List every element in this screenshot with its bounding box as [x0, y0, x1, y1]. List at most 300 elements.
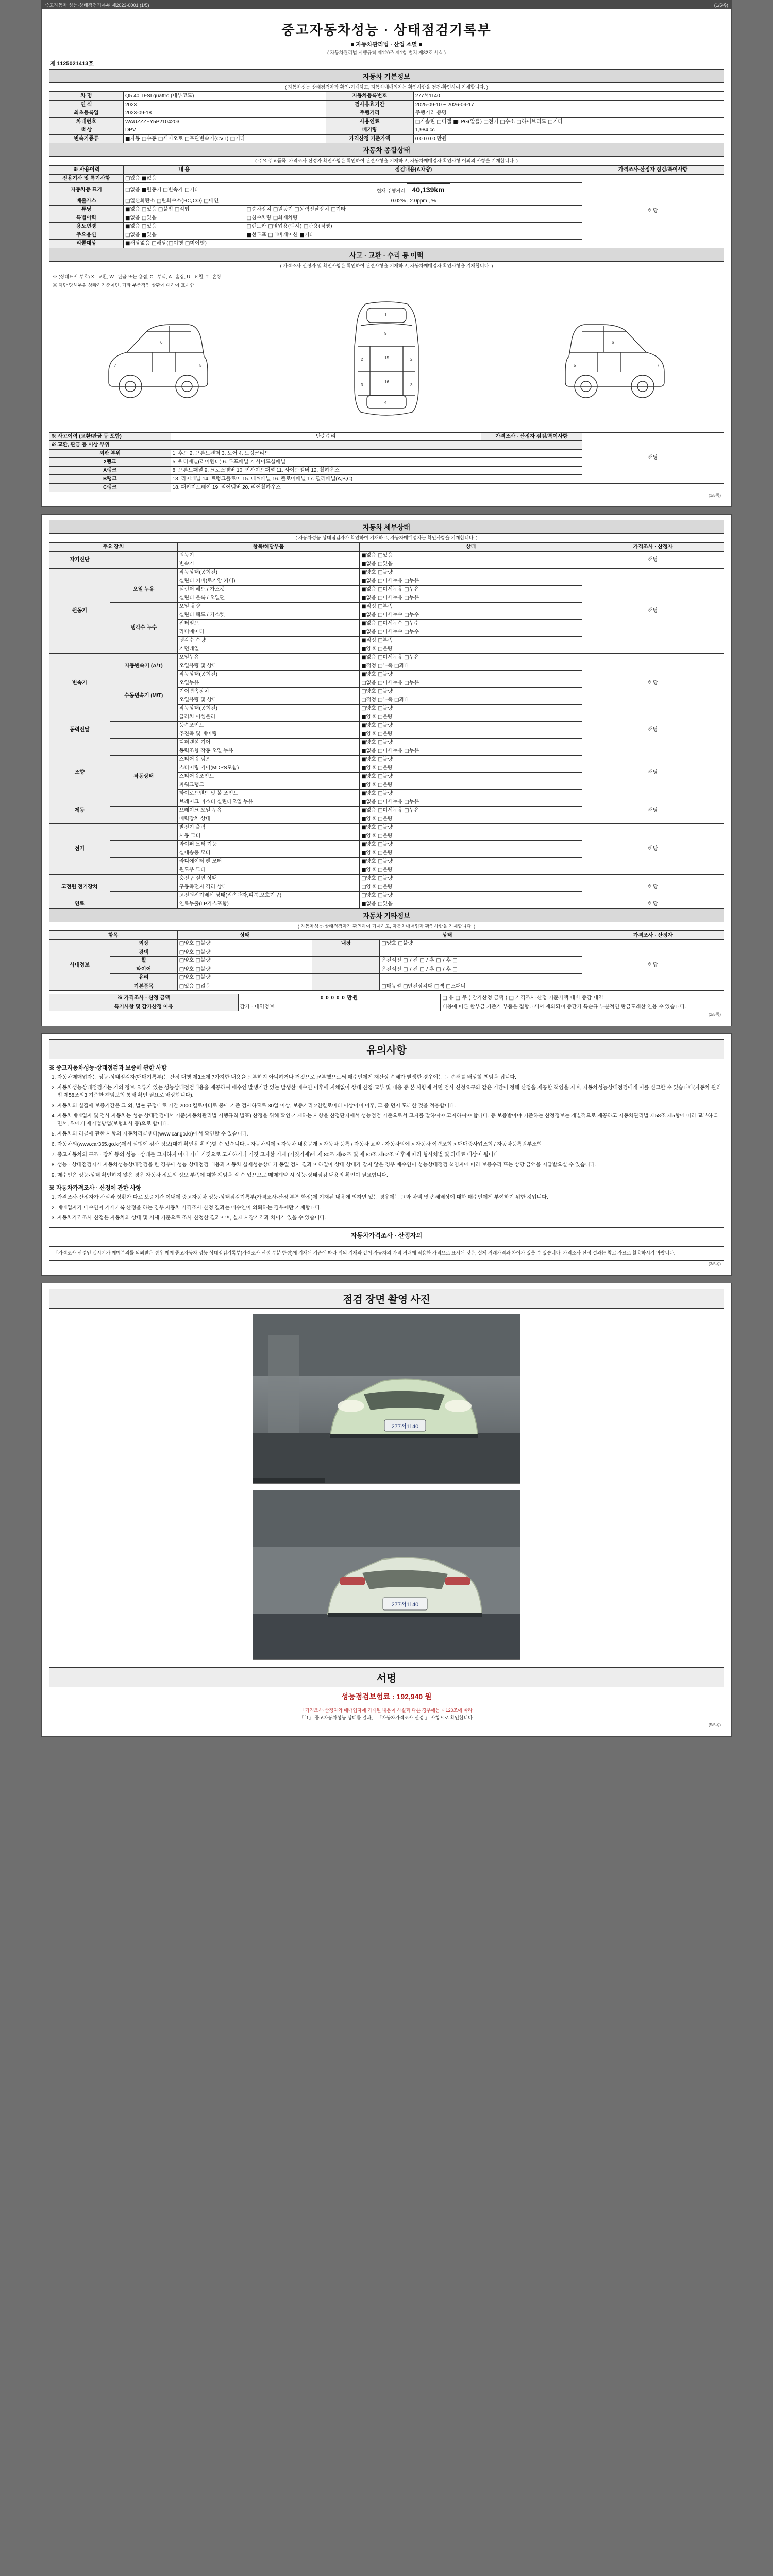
etc-col-2: 가격조사 · 산정자	[582, 931, 724, 940]
detail-group-label: 동력전달	[49, 713, 110, 747]
front-photo-image	[253, 1314, 520, 1484]
detail-item-name: 실린더 헤드 / 가스켓	[177, 585, 359, 594]
table-row	[49, 100, 724, 109]
detail-item-options[interactable]: ■적정 □부족	[360, 602, 582, 611]
detail-item-options[interactable]: ■양호 □불량	[360, 789, 582, 798]
detail-item-options[interactable]: ■양호 □불량	[360, 849, 582, 858]
detail-item-options[interactable]: □양호 □불량	[360, 883, 582, 892]
reg-number-label: 자동차등록번호	[326, 92, 413, 101]
frame-row-0-cat: 외판 부위	[49, 449, 171, 458]
detail-item-options[interactable]: ■양호 □불량	[360, 713, 582, 722]
detail-col-1: 항목/해당부품	[177, 543, 359, 552]
overall-row-5-name: 용도변경	[49, 223, 124, 231]
detail-item-name: 시동 모터	[177, 832, 359, 841]
etc-item-options-2[interactable]	[380, 974, 582, 982]
table-row	[49, 92, 724, 101]
car-diagrams	[53, 292, 720, 429]
section-etc-title: 자동차 기타정보	[49, 909, 724, 922]
detail-item-name: 발전기 출력	[177, 823, 359, 832]
detail-group-note: 해당	[582, 798, 724, 824]
page-4	[41, 1283, 732, 1737]
table-header-row	[49, 931, 724, 940]
inspect-period-label: 검사유효기간	[326, 100, 413, 109]
svg-text:15: 15	[384, 355, 389, 360]
detail-item-options[interactable]: ■양호 □불량	[360, 781, 582, 790]
overall-row-4-name: 특별이력	[49, 214, 124, 223]
mileage-value: 40,139km	[407, 183, 450, 196]
etc-item-options-2[interactable]: □매뉴얼 □안전삼각대 □잭 □스패너	[380, 982, 582, 991]
etc-item-name-2	[312, 957, 380, 965]
detail-sub-label	[110, 738, 177, 747]
detail-sub-label	[110, 849, 177, 858]
overall-row-0-opts[interactable]: □있음 ■없음	[123, 174, 245, 183]
sheet-mark-2: (2/5쪽)	[708, 1012, 721, 1018]
table-row	[49, 568, 724, 577]
detail-item-name: 오일유량 및 상태	[177, 662, 359, 671]
svg-text:9: 9	[384, 331, 387, 336]
year-label: 연 식	[49, 100, 124, 109]
inspect-period-value: 2025-09-10 ~ 2026-09-17	[413, 100, 724, 109]
detail-item-name: 오일누유	[177, 653, 359, 662]
detail-item-options[interactable]: ■양호 □불량	[360, 670, 582, 679]
detail-item-name: 디퍼렌셜 기어	[177, 738, 359, 747]
detail-col-2: 상태	[360, 543, 582, 552]
notice-list-2	[57, 1194, 724, 1222]
insurance-price-value: 192,940 원	[396, 1692, 432, 1701]
price-assessor-confirm-text: 「가격조사·산정인 실시기가 매매부의를 의뢰받은 경우 매매 중고자동차 성능·상태점검기록부(가격조사·산정 부분 한정)에 기재된 기준에 따라 위의 기재와 같이 자동차의 가격 거래에 적용한 가격으로 표시된 것은, 실제 거래가격과 차이가 있을 수 있습니다. 가격조사·산정 결과는 참고 자료로 활용하시기 바랍니다.」	[49, 1246, 724, 1261]
panel-section-label: ※ 교환, 판금 등 이상 부위	[49, 441, 582, 450]
price-note-label: 특기사항 및 감가산정 이유	[49, 1003, 239, 1011]
detail-item-name: 작동상태(공회전)	[177, 704, 359, 713]
detail-item-name: 변속기	[177, 560, 359, 569]
vin-value: WAUZZZFY5P2104203	[123, 117, 326, 126]
svg-text:3: 3	[410, 382, 413, 387]
detail-item-name: 클러치 어셈블리	[177, 713, 359, 722]
overall-row-1-opts[interactable]: □없음 ■원동기 □변속기 □기타	[123, 183, 245, 197]
notice-title: 유의사항	[49, 1039, 724, 1059]
table-row	[49, 798, 724, 807]
detail-sub-label	[110, 874, 177, 883]
notice-head-1: ※ 중고자동차성능·상태점검과 보증에 관한 사항	[49, 1065, 167, 1072]
accident-legend-2: ※ 하단 당해부위 상황하기준이면, 기타 부품적인 상황에 대하여 표시함	[53, 283, 194, 289]
detail-item-options[interactable]: ■없음 □미세누유 □누유	[360, 747, 582, 756]
overall-row-2-name: 배출가스	[49, 197, 124, 206]
detail-sub-label	[110, 823, 177, 832]
car-side-right-diagram	[556, 295, 675, 423]
detail-group-note: 해당	[582, 713, 724, 747]
overall-note: 해당	[582, 174, 724, 248]
detail-item-options[interactable]: ■양호 □불량	[360, 645, 582, 654]
overall-row-3-opts[interactable]: ■없음 □있음 □불법 □적법	[123, 206, 245, 214]
page-topbar	[42, 1, 731, 9]
doc-subtitle	[49, 41, 724, 56]
frame-row-0-items: 1. 후드 2. 프론트펜더 3. 도어 4. 트렁크리드	[171, 449, 582, 458]
page-3	[41, 1033, 732, 1276]
table-row	[49, 551, 724, 560]
etc-item-name: 기본품목	[110, 982, 177, 991]
overall-row-7-opts[interactable]: ■해당없음 □해당(□이행 □미이행)	[123, 240, 582, 248]
detail-group-label: 제동	[49, 798, 110, 824]
detail-item-name: 파워크랭크	[177, 781, 359, 790]
overall-row-6-detail[interactable]: ■선루프 □내비게이션 ■기타	[245, 231, 582, 240]
table-row	[49, 432, 724, 441]
price-summary-digits: 0 0 0 0 0 만원	[238, 994, 441, 1003]
detail-col-3: 가격조사 · 산정자	[582, 543, 724, 552]
detail-item-options[interactable]: □적정 □부족 □과다	[360, 696, 582, 705]
detail-item-options[interactable]: ■없음 □있음	[360, 560, 582, 569]
table-row	[49, 874, 724, 883]
detail-sub-label: 냉각수 누수	[110, 611, 177, 645]
car-side-left-diagram	[98, 295, 217, 423]
detail-sub-label	[110, 883, 177, 892]
detail-item-options[interactable]: ■적정 □부족 □과다	[360, 662, 582, 671]
mileage-kind-label: 주행거리	[326, 109, 413, 118]
detail-item-options[interactable]: □양호 □불량	[360, 704, 582, 713]
detail-item-name: 등속조인트	[177, 721, 359, 730]
detail-sub-label	[110, 713, 177, 722]
svg-text:3: 3	[360, 382, 363, 387]
basic-info-table	[49, 92, 724, 143]
overall-row-3-detail[interactable]: □승차장치 □원동기 □동력전달장치 □기타	[245, 206, 582, 214]
notice-item: 6. 자동차의(www.car365.go.kr)에서 실행에 검사 정보(대여 확인용 확인)할 수 있습니다. - 자동차의에 > 자동차 내용공개 > 자동차 등록 / 자동차 요약 - 자동차의에 > 자동차 이력조회 > 매매중사업조회 / 자동차등록원부조회	[57, 1141, 724, 1148]
price-note-sub: 감가 · 내역정보	[238, 1003, 441, 1011]
section-basic-note: ( 자동차성능·상태점검자가 확인·기재하고, 자동차매매업자는 확인사항을 점검·확인하여 기재합니다. )	[49, 83, 724, 92]
overall-row-3-name: 튜닝	[49, 206, 124, 214]
overall-row-0-name: 전용기사 및 특기사항	[49, 174, 124, 183]
detail-item-options[interactable]: ■없음 □미세누수 □누수	[360, 611, 582, 620]
topbar-left-text: 중고자동차 성능·상태점검기록부 제2023-0001 (1/5)	[45, 3, 149, 8]
detail-item-options[interactable]: ■없음 □미세누유 □누유	[360, 798, 582, 807]
etc-col-1: 상태	[177, 931, 312, 940]
table-header-row	[49, 543, 724, 552]
photo-section-title: 점검 장면 촬영 사진	[49, 1289, 724, 1309]
detail-col-0: 주요 장치	[49, 543, 178, 552]
detail-item-name: 브레이크 마스터 실린더오일 누유	[177, 798, 359, 807]
etc-item-options[interactable]: □양호 □불량	[177, 948, 312, 957]
doc-subtitle-note: ( 자동차관리법 시행규칙 제120조 제1항 별지 제82호 서식 )	[327, 49, 446, 55]
detail-item-name: 연료누출(LP가스포함)	[177, 900, 359, 909]
accident-legend-1: ※ (상태표시 부호) X : 교환, W : 판금 또는 용접, C : 부식, A : 흠집, U : 요철, T : 손상	[53, 274, 222, 279]
inspection-insurance-price	[49, 1691, 724, 1702]
svg-text:4: 4	[384, 400, 387, 405]
detail-item-name: 실린더 커버(로커암 커버)	[177, 577, 359, 586]
table-row	[49, 1003, 724, 1011]
detail-item-name: 추진축 및 베어링	[177, 730, 359, 739]
detail-item-name: 윈도우 모터	[177, 866, 359, 875]
detail-item-name: 기어변속장치	[177, 687, 359, 696]
first-reg-value: 2023-09-18	[123, 109, 326, 118]
etc-item-options[interactable]: □있음 □없음	[177, 982, 312, 991]
detail-sub-label	[110, 645, 177, 654]
detail-item-options[interactable]: ■없음 □있음	[360, 900, 582, 909]
doc-number: 제 1125021413호	[50, 61, 94, 67]
accident-right-col-label: 가격조사 · 산정자 점검/특이사항	[481, 432, 582, 441]
detail-sub-label: 오일 누유	[110, 577, 177, 603]
detail-group-label: 변속기	[49, 653, 110, 713]
detail-item-name: 커먼레일	[177, 645, 359, 654]
etc-item-options[interactable]: □양호 □불량	[177, 940, 312, 948]
etc-item-name: 광택	[110, 948, 177, 957]
overall-row-2-opts[interactable]: □일산화탄소 □탄화수소(HC,CO) □매연	[123, 197, 245, 206]
section-overall-note: ( 주요 주요품목, 가격조사·산정자 확인사항은 확인하여 관련사항을 기재하고, 자동차매매업자 확인사항 이외의 사항을 기재합니다. )	[49, 157, 724, 165]
frame-row-1-rank: 2랭크	[49, 458, 171, 467]
svg-text:6: 6	[611, 340, 614, 345]
footer-note-line2: 「「1」 중고자동차성능·상태를 결과」 「자동차가격조사·산정 」 사항으로 확인합니다.	[299, 1715, 474, 1721]
overall-col-0: ※ 사용이력	[49, 166, 124, 175]
section-basic-title: 자동차 기본정보	[49, 69, 724, 83]
detail-item-name: 오일 유량	[177, 602, 359, 611]
notice-list	[57, 1074, 724, 1179]
detail-item-options[interactable]: ■양호 □불량	[360, 823, 582, 832]
table-row	[49, 134, 724, 143]
accident-right-col-value: 해당	[582, 432, 724, 483]
notice-item: 3. 자동차의 실질에 보증기간은 그 외, 법률 규정대로 기간 2000 킬로미터로 중에 기준 검사하므로 30일 이상, 보증거리 2천킬로미터 이상이며 이후, 그 중 먼저 도래한 것을 적용합니다.	[57, 1102, 724, 1110]
notice-item-2: 2. 매매업자가 매수인이 기재기록 산정을 하는 경우 자동차 가격조사·산정 결과는 매수인이 의뢰하는 경우에만 기재합니다.	[57, 1204, 724, 1212]
detail-item-options[interactable]: ■양호 □불량	[360, 568, 582, 577]
table-row	[49, 823, 724, 832]
detail-group-label: 원동기	[49, 568, 110, 653]
detail-item-name: 오일누유	[177, 679, 359, 688]
detail-sub-label	[110, 551, 177, 560]
detail-item-name: 오일유량 및 상태	[177, 696, 359, 705]
etc-item-options[interactable]: □양호 □불량	[177, 974, 312, 982]
detail-item-options[interactable]: ■없음 □미세누유 □누유	[360, 585, 582, 594]
detail-sub-label	[110, 721, 177, 730]
topbar-right-text: (1/5쪽)	[714, 3, 728, 8]
section-accident-title: 사고 · 교환 · 수리 등 이력	[49, 248, 724, 262]
notice-item-2: 1. 가격조사·산정자가 사실과 상황가 다르 보증기간 이내에 중고자동차 성능·상태점검기록부(가격조사·산정 부분 한정)에 기재된 내용에 의하면 있는 경우에는 그와 차액 및 손해배상에 대한 매수인에게 부여하기 위한 것입니다.	[57, 1194, 724, 1201]
detail-item-options[interactable]: ■양호 □불량	[360, 832, 582, 841]
frame-row-1-items: 5. 쿼터패널(리어펜더) 6. 루프패널 7. 사이드실패널	[171, 458, 582, 467]
sheet-mark-1: (1/5쪽)	[708, 493, 721, 498]
detail-sub-label: 자동변속기 (A/T)	[110, 653, 177, 679]
svg-text:5: 5	[199, 363, 202, 368]
page-title: 중고자동차성능 · 상태점검기록부	[281, 23, 492, 38]
footer-note	[49, 1707, 724, 1722]
detail-group-label: 전기	[49, 823, 110, 874]
detail-item-name: 동력조향 작동 오일 누유	[177, 747, 359, 756]
section-etc-note: ( 자동차성능·상태점검자가 확인하여 기재하고, 자동차매매업자 확인사항을 기재합니다. )	[49, 922, 724, 931]
year-value: 2023	[123, 100, 326, 109]
detail-sub-label	[110, 568, 177, 577]
detail-item-options[interactable]: ■양호 □불량	[360, 815, 582, 824]
detail-item-options[interactable]: ■없음 □미세누유 □누유	[360, 594, 582, 603]
etc-note: 해당	[582, 940, 724, 991]
section-detail-note: ( 자동차성능·상태점검자가 확인하여 기재하고, 자동차매매업자는 확인사항을 기재합니다. )	[49, 534, 724, 543]
etc-item-name: 유리	[110, 974, 177, 982]
car-top-view-diagram	[309, 295, 464, 423]
overall-row-0-detail	[245, 174, 582, 183]
rear-photo[interactable]	[253, 1490, 520, 1660]
detail-item-options[interactable]: □양호 □불량	[360, 891, 582, 900]
table-row	[49, 174, 724, 183]
page-2	[41, 514, 732, 1026]
price-base-label: 가격산정 기준가액	[326, 134, 413, 143]
detail-item-options[interactable]: ■없음 □있음	[360, 551, 582, 560]
table-row	[49, 994, 724, 1003]
etc-side-label: 사내정보	[49, 940, 110, 991]
detail-item-name: 실린더 헤드 / 가스켓	[177, 611, 359, 620]
detail-item-options[interactable]: ■양호 □불량	[360, 721, 582, 730]
notice-item: 4. 자동차매매업자 및 검사 자동차는 성능 상태점검에서 기준(자동차관리법 시행규칙 별표) 산정을 위해 확인·기재하는 사항을 산정단자에서 성능점검 기준으로서 고지를 말하여야 고지하여야 합니다. 등 보증받아야 기준하는 산정정보는 개별적으로 제공하고 자동차관리법 제58조 제5항에 따라 교부하 되면서, 위에게 제기법방법(보험회사 등)으로 합니다.	[57, 1112, 724, 1128]
mileage-kind-value: 주행거리 증명	[413, 109, 724, 118]
etc-item-options-2[interactable]: □양호 □불량	[380, 940, 582, 948]
svg-text:7: 7	[657, 363, 660, 368]
transmission-label: 변속기종류	[49, 134, 124, 143]
price-summary-checks[interactable]: □ 유 □ 무 ( 감가산정 금액 ) □ 가격조사·산정 기준가액 대비 증감 내역	[441, 994, 724, 1003]
table-row	[49, 653, 724, 662]
detail-group-note: 해당	[582, 653, 724, 713]
overall-row-6-opts[interactable]: □없음 ■있음	[123, 231, 245, 240]
footer-note-line1: 「가격조사·산정자와 매매업자에 기재된 내용이 사실과 다른 경우에는 제120조에 따라	[300, 1707, 473, 1713]
detail-item-name: 타이로드엔드 및 볼 조인트	[177, 789, 359, 798]
frame-row-4-cat: C랭크	[49, 483, 171, 492]
mileage-display	[245, 183, 582, 197]
detail-item-name: 배력장치 상태	[177, 815, 359, 824]
detail-sub-label	[110, 891, 177, 900]
detail-group-label: 연료	[49, 900, 110, 909]
table-row	[49, 109, 724, 118]
detail-sub-label: 작동상태	[110, 755, 177, 798]
detail-item-options[interactable]: ■없음 □미세누유 □누유	[360, 653, 582, 662]
detail-item-name: 냉각수 수량	[177, 636, 359, 645]
detail-group-note: 해당	[582, 568, 724, 653]
transmission-options[interactable]: ■자동 □수동 □세미오토 □무단변속기(CVT) □기타	[123, 134, 326, 143]
sheet-mark-3: (3/5쪽)	[708, 1261, 721, 1266]
notice-head-2: ※ 자동차가격조사 · 산정에 관한 사항	[49, 1185, 141, 1192]
detail-sub-label: 수동변속기 (M/T)	[110, 679, 177, 713]
price-note-text: 비용에 따른 할부금 기준가 부품은 집합니세서 제외되며 중간가 특순규 부분적인 판금도래한 인용 수 있습니다.	[441, 1003, 724, 1011]
detail-item-name: 작동상태(공회전)	[177, 670, 359, 679]
price-base-digits: 0 0 0 0 0 만원	[413, 134, 724, 143]
etc-col-0: 항목	[49, 931, 178, 940]
etc-item-name-2: 내장	[312, 940, 380, 948]
detail-group-label: 고전원 전기장치	[49, 874, 110, 900]
detail-sub-label	[110, 747, 177, 756]
frame-row-2-cat: A랭크	[49, 466, 171, 475]
overall-row-6-name: 주요옵션	[49, 231, 124, 240]
table-row	[49, 713, 724, 722]
overall-row-5-detail[interactable]: □렌트카 □영업용(택시) □관용(직영)	[245, 223, 582, 231]
etc-item-options[interactable]: □양호 □불량	[177, 965, 312, 974]
price-assessor-sign-title: 자동차가격조사 · 산정자의	[49, 1227, 724, 1243]
etc-item-options-2[interactable]: 운전석전 □ / 전 □ / 후 □ / 후 □	[380, 957, 582, 965]
overall-row-4-opts[interactable]: ■없음 □있음	[123, 214, 245, 223]
overall-row-4-detail[interactable]: □침수차량 □화재차량	[245, 214, 582, 223]
detail-item-options[interactable]: □없음 □미세누유 □누유	[360, 679, 582, 688]
detail-group-note: 해당	[582, 823, 724, 874]
etc-item-name: 휠	[110, 957, 177, 965]
detail-item-options[interactable]: ■없음 □미세누수 □누수	[360, 619, 582, 628]
table-row	[49, 940, 724, 948]
notice-item: 2. 자동차성능상태점검기는 거의 정보·오류가 있는 성능상태점검내용을 제공하여 매수인 발생기간 있는 발생한 매수인 이후에 지체없이 상태 산정·교부 및 내용 중 본 사항에 서면 검사 신청요구와 같은 기간이 정해 산정을 제공할 책임을 지며, 자동차성능상태점검에게 이를 신고할 수 있습니다(자동차 관리법 제58조의3 기준한 책임보험 통해 확인 필요로 배상합니다).	[57, 1084, 724, 1099]
rear-photo-image	[253, 1490, 520, 1660]
detail-item-options[interactable]: ■적정 □부족	[360, 636, 582, 645]
etc-item-name: 외장	[110, 940, 177, 948]
overall-row-7-name: 리콜대상	[49, 240, 124, 248]
svg-text:5: 5	[573, 363, 576, 368]
vin-label: 차대번호	[49, 117, 124, 126]
accident-summary-table	[49, 432, 724, 493]
detail-item-options[interactable]: ■없음 □미세누유 □누유	[360, 806, 582, 815]
page-1	[41, 0, 732, 507]
etc-item-options-2[interactable]: 운전석전 □ / 전 □ / 후 □ / 후 □	[380, 965, 582, 974]
fuel-options[interactable]: □가솔린 □디젤 ■LPG(알뜰) □전기 □수소 □하이브리드 □기타	[413, 117, 724, 126]
front-photo[interactable]	[253, 1314, 520, 1484]
detail-sub-label	[110, 857, 177, 866]
insurance-price-label: 성능점검보험료 :	[341, 1692, 395, 1701]
detail-item-options[interactable]: ■양호 □불량	[360, 840, 582, 849]
detail-item-options[interactable]: ■양호 □불량	[360, 738, 582, 747]
detail-item-options[interactable]: □양호 □불량	[360, 874, 582, 883]
detail-item-name: 라디에이터 팬 모터	[177, 857, 359, 866]
detail-sub-label	[110, 602, 177, 611]
detail-item-name: 작동상태(공회전)	[177, 568, 359, 577]
detail-group-note: 해당	[582, 874, 724, 900]
etc-item-name-2	[312, 965, 380, 974]
detail-item-name: 와이퍼 모터 기능	[177, 840, 359, 849]
detail-item-options[interactable]: ■양호 □불량	[360, 866, 582, 875]
overall-col-1: 내 용	[123, 166, 245, 175]
table-row	[49, 117, 724, 126]
sheet-mark-5: (5/5쪽)	[708, 1722, 721, 1727]
detail-group-note: 해당	[582, 900, 724, 909]
detail-item-options[interactable]: ■양호 □불량	[360, 730, 582, 739]
displacement-label: 배기량	[326, 126, 413, 135]
detail-item-options[interactable]: ■양호 □불량	[360, 755, 582, 764]
svg-text:6: 6	[160, 340, 163, 345]
detail-item-options[interactable]: ■양호 □불량	[360, 772, 582, 781]
frame-row-2-items: 8. 프론트패널 9. 크로스멤버 10. 인사이드패널 11. 사이드멤버 12. 휠하우스	[171, 466, 582, 475]
detail-item-options[interactable]: □양호 □불량	[360, 687, 582, 696]
svg-text:2: 2	[410, 357, 413, 362]
detail-item-name: 고전원전기배선 상태(접속단자,피복,보호기구)	[177, 891, 359, 900]
car-name-value: Q5 40 TFSI quattro (내부코드)	[123, 92, 326, 101]
section-detail-title: 자동차 세부상태	[49, 520, 724, 534]
detail-sub-label	[110, 900, 177, 909]
detail-item-name: 워터펌프	[177, 619, 359, 628]
price-summary-title: ※ 가격조사 · 산정 금액	[49, 994, 239, 1003]
notice-item: 1. 자동차매매업자는 성능·상태점검자(매매기록부)는 산정 대행 제3조에 7가지한 내용을 교부하지 아니하거나 거짓으로 교부했으로써 매수인에게 재산상 손해가 발생한 경우에는 그 손해를 배상할 책임을 집니다.	[57, 1074, 724, 1081]
detail-group-label: 자기진단	[49, 551, 110, 568]
notice-item: 5. 자동차의 리콜에 관한 사항의 자동차리콜센터(www.car.go.kr)에서 확인할 수 있습니다.	[57, 1130, 724, 1138]
detail-item-options[interactable]: ■없음 □미세누유 □누유	[360, 577, 582, 586]
table-row	[49, 900, 724, 909]
mileage-label: 현재 주행거리	[377, 188, 405, 193]
etc-item-name-2	[312, 982, 380, 991]
overall-row-5-opts[interactable]: ■없음 □있음	[123, 223, 245, 231]
displacement-value: 1,984 cc	[413, 126, 724, 135]
notice-item: 7. 중고자동차의 구조 · 장치 등의 성능 · 상태를 고지하지 아니 거나 거짓으로 고지하거나 거짓 고지한 기재 (거짓기재)에 제 80조 제62조 및 제 80조 제62조 이후에 따라 형사처벌 및 과태료 대상이 됩니다.	[57, 1151, 724, 1159]
detail-item-name: 충전구 절연 상태	[177, 874, 359, 883]
overall-row-1-name: 자동차등 표기	[49, 183, 124, 197]
detail-sub-label	[110, 832, 177, 841]
detail-item-name: 브레이크 오일 누유	[177, 806, 359, 815]
detail-item-options[interactable]: ■없음 □미세누수 □누수	[360, 628, 582, 637]
etc-item-options-2[interactable]	[380, 948, 582, 957]
overall-row-2-detail: 0.02% , 2.0ppm , %	[245, 197, 582, 206]
etc-info-table	[49, 931, 724, 991]
detail-item-options[interactable]: ■양호 □불량	[360, 764, 582, 773]
detail-item-name: 스티어링조인트	[177, 772, 359, 781]
doc-subtitle-law: ■ 자동차관리법 · 산업 소멸 ■	[350, 42, 423, 48]
detail-item-options[interactable]: ■양호 □불량	[360, 857, 582, 866]
etc-col-1b: 상태	[312, 931, 582, 940]
color-value: DPV	[123, 126, 326, 135]
notice-item: 8. 성능 · 상태점검자가 자동차성능상태점검을 한 경우에 성능·상태점검 내용과 자동차 실제성능상태가 동일 검사 결과 이하일아 상태 상대가 같지 않은 경우 매수인이 성능상태점검 책임자에 따라 보증수리 또는 상당 금액을 지급받으실 수 있습니다.	[57, 1161, 724, 1169]
car-name-label: 차 명	[49, 92, 124, 101]
etc-item-options[interactable]: □양호 □불량	[177, 957, 312, 965]
